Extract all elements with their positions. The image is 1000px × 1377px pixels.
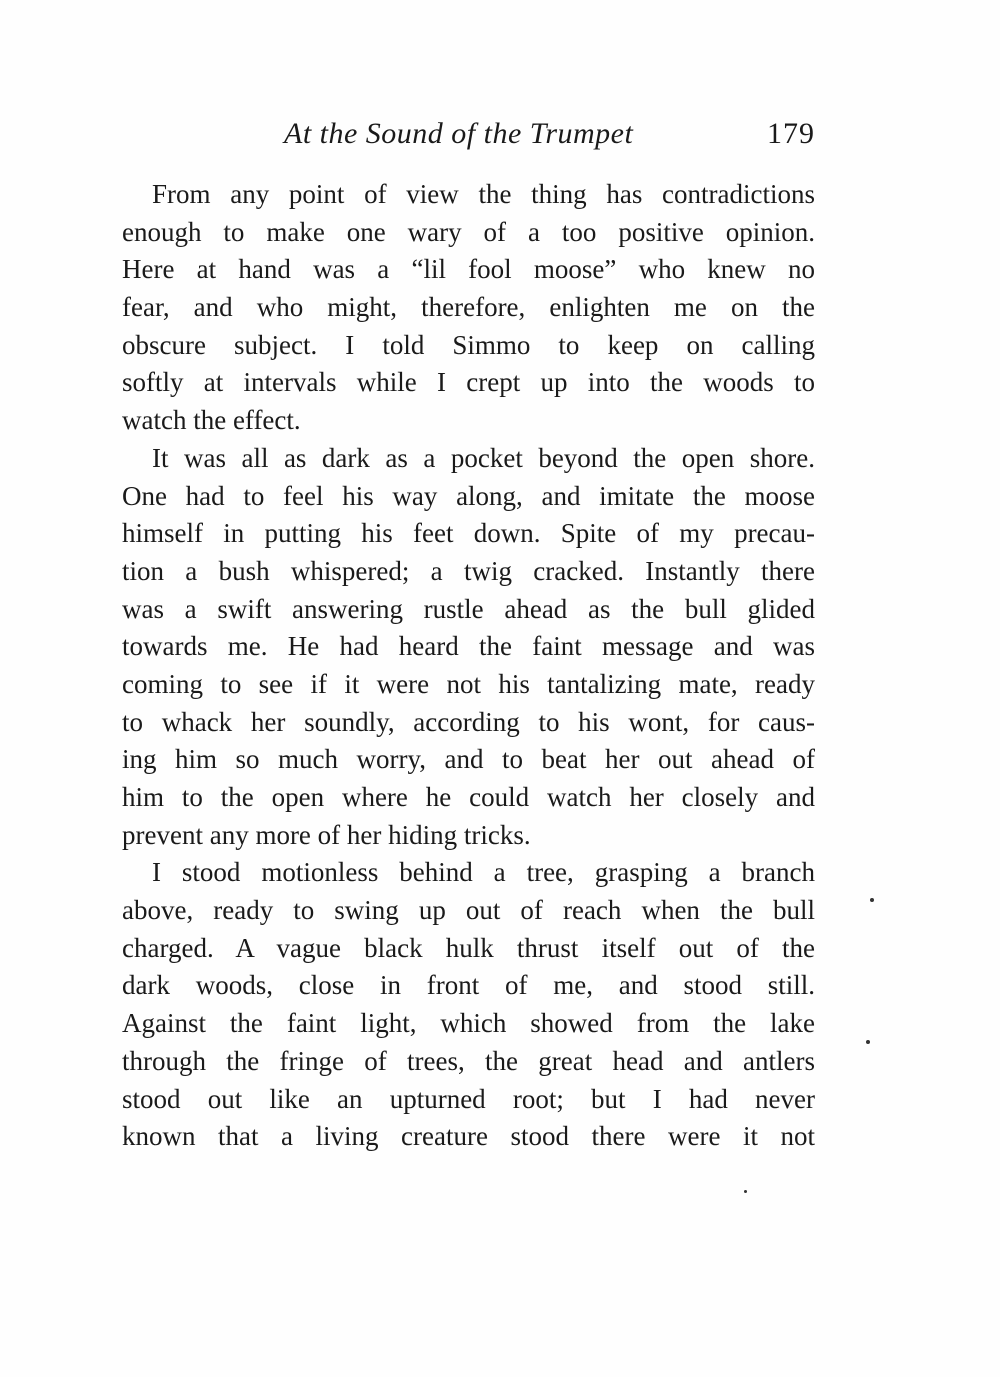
page-header <box>122 112 815 156</box>
paragraph-1 <box>122 176 815 440</box>
text-line: towards me. He had heard the faint message and was <box>122 631 815 662</box>
text-line: ing him so much worry, and to beat her out ahead of <box>122 744 815 775</box>
text-line: himself in putting his feet down. Spite of my precau- <box>122 518 815 549</box>
ink-speck <box>866 1040 870 1044</box>
text-line: known that a living creature stood there were it not <box>122 1121 815 1152</box>
text-line: was a swift answering rustle ahead as the bull glided <box>122 593 815 624</box>
text-line: watch the effect. <box>122 405 301 436</box>
text-line: I stood motionless behind a tree, grasping a branch <box>152 857 815 888</box>
text-line: enough to make one wary of a too positive opinion. <box>122 216 815 247</box>
text-line: him to the open where he could watch her closely and <box>122 782 815 812</box>
ink-speck <box>870 898 874 902</box>
text-line: above, ready to swing up out of reach when the bull <box>122 895 815 926</box>
text-line: through the fringe of trees, the great head and antlers <box>122 1045 815 1076</box>
text-line: to whack her soundly, according to his wont, for caus- <box>122 706 815 737</box>
text-line: stood out like an upturned root; but I had never <box>122 1083 815 1114</box>
text-line: Here at hand was a “lil fool moose” who knew no <box>122 254 815 285</box>
text-line: softly at intervals while I crept up into the woods to <box>122 367 815 398</box>
paragraph-3 <box>122 854 815 1156</box>
text-line: From any point of view the thing has contradictions <box>152 179 815 209</box>
text-line: fear, and who might, therefore, enlighten me on the <box>122 292 815 323</box>
body-text <box>122 176 815 1156</box>
text-line: dark woods, close in front of me, and stood still. <box>122 970 815 1001</box>
paragraph-2 <box>122 440 815 855</box>
text-line: Against the faint light, which showed from the lake <box>122 1008 815 1039</box>
text-line: One had to feel his way along, and imitate the moose <box>122 480 815 511</box>
text-line: tion a bush whispered; a twig cracked. Instantly there <box>122 555 815 586</box>
text-line: charged. A vague black hulk thrust itself out of the <box>122 932 815 963</box>
text-line: obscure subject. I told Simmo to keep on calling <box>122 329 815 360</box>
running-title: At the Sound of the Trumpet <box>284 117 634 150</box>
text-line: It was all as dark as a pocket beyond the open shore. <box>152 442 815 473</box>
text-line: prevent any more of her hiding tricks. <box>122 819 531 850</box>
page-number: 179 <box>767 117 815 150</box>
ink-speck <box>744 1190 747 1193</box>
text-line: coming to see if it were not his tantalizing mate, ready <box>122 668 815 699</box>
